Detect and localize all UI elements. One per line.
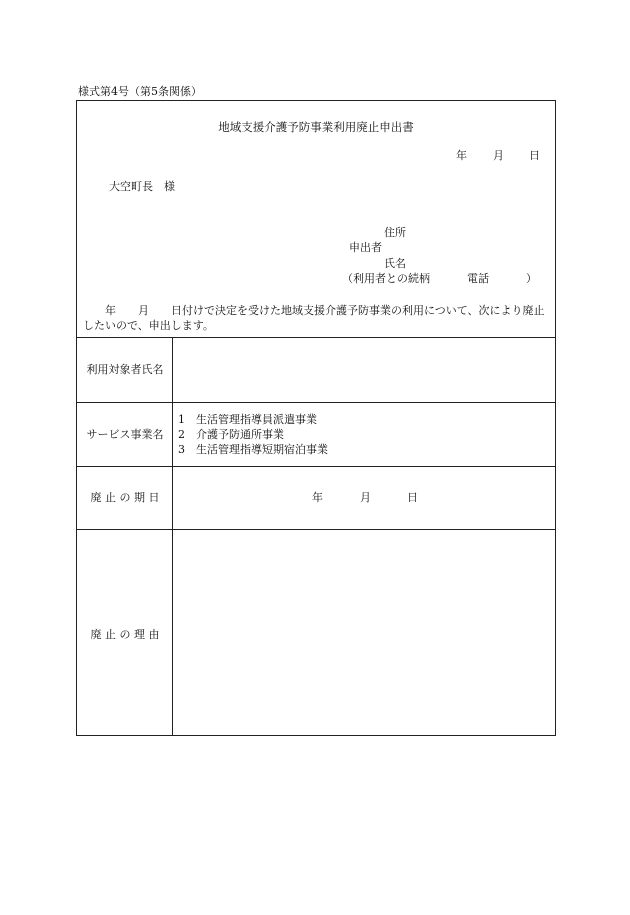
name-label: 氏名 xyxy=(384,257,406,270)
address-label: 住所 xyxy=(384,226,406,239)
addressee: 大空町長 様 xyxy=(109,180,175,193)
document-title: 地域支援介護予防事業利用廃止申出書 xyxy=(218,120,414,134)
statement-paragraph: 年 月 日付けで決定を受けた地域支援介護予防事業の利用について、次により廃止したいので、申出します。 xyxy=(83,304,545,332)
row-label-service: サービス事業名 xyxy=(86,428,164,441)
end-date-year: 年 xyxy=(312,491,323,504)
row-label-user-name: 利用対象者氏名 xyxy=(86,363,164,376)
application-form xyxy=(76,100,556,736)
row-label-reason: 廃 止 の 理 由 xyxy=(90,628,160,641)
reason-field[interactable] xyxy=(173,530,555,735)
service-item: 3 生活管理指導短期宿泊事業 xyxy=(178,443,328,456)
end-date-month: 月 xyxy=(360,491,371,504)
applicant-label: 申出者 xyxy=(349,241,382,254)
user-name-field[interactable] xyxy=(173,338,555,401)
end-date-day: 日 xyxy=(407,491,418,504)
date-day: 日 xyxy=(529,149,540,162)
date-month: 月 xyxy=(493,149,504,162)
row-divider xyxy=(77,466,555,467)
row-label-end-date: 廃 止 の 期 日 xyxy=(90,491,160,504)
phone-label: 電話 xyxy=(467,272,489,285)
relation-close: ） xyxy=(526,272,537,285)
row-divider xyxy=(77,402,555,403)
service-item: 2 介護予防通所事業 xyxy=(178,428,284,441)
relation-label: （利用者との続柄 xyxy=(342,272,430,285)
service-item: 1 生活管理指導員派遣事業 xyxy=(178,413,317,426)
date-year: 年 xyxy=(456,149,467,162)
form-number-label: 様式第4号（第5条関係） xyxy=(78,85,202,98)
